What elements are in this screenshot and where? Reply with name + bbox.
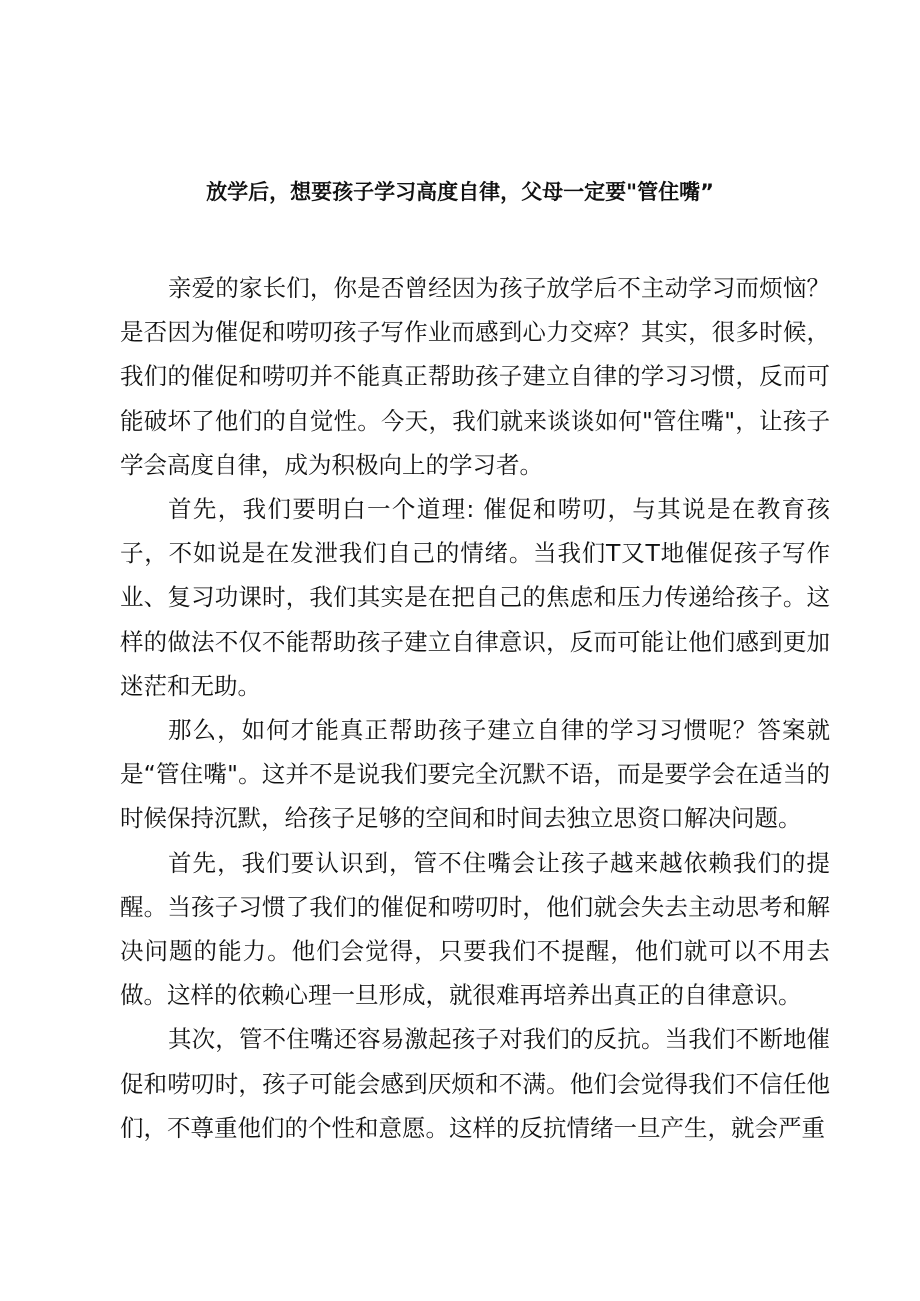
paragraph: 其次，管不住嘴还容易激起孩子对我们的反抗。当我们不断地催促和唠叨时，孩子可能会感到厌烦和不满。他们会觉得我们不信任他们，不尊重他们的个性和意愿。这样的反抗情绪一旦产生，就会严重 [120,1025,830,1142]
paragraph: 那么，如何才能真正帮助孩子建立自律的学习习惯呢？答案就是“管住嘴"。这并不是说我们要完全沉默不语，而是要学会在适当的时候保持沉默，给孩子足够的空间和时间去独立思资口解决问题。 [120,716,830,833]
document-title: 放学后，想要孩子学习高度自律，父母一定要"管住嘴” [206,180,714,204]
document-body [120,266,830,1150]
paragraph: 首先，我们要明白一个道理: 催促和唠叨，与其说是在教育孩子，不如说是在发泄我们自己的情绪。当我们T又T地催促孩子写作业、复习功课时，我们其实是在把自己的焦虑和压力传递给孩子。这样的做法不仅不能帮助孩子建立自律意识，反而可能让他们感到更加迷茫和无助。 [120,495,830,700]
paragraph: 亲爱的家长们，你是否曾经因为孩子放学后不主动学习而烦恼？是否因为催促和唠叨孩子写作业而感到心力交瘁？其实，很多时候，我们的催促和唠叨并不能真正帮助孩子建立自律的学习习惯，反而可能破坏了他们的自觉性。今天，我们就来谈谈如何"管住嘴"，让孩子学会高度自律，成为积极向上的学习者。 [120,274,830,479]
paragraph: 首先，我们要认识到，管不住嘴会让孩子越来越依赖我们的提醒。当孩子习惯了我们的催促和唠叨时，他们就会失去主动思考和解决问题的能力。他们会觉得，只要我们不提醒，他们就可以不用去做。这样的依赖心理一旦形成，就很难再培养出真正的自律意识。 [120,848,830,1010]
